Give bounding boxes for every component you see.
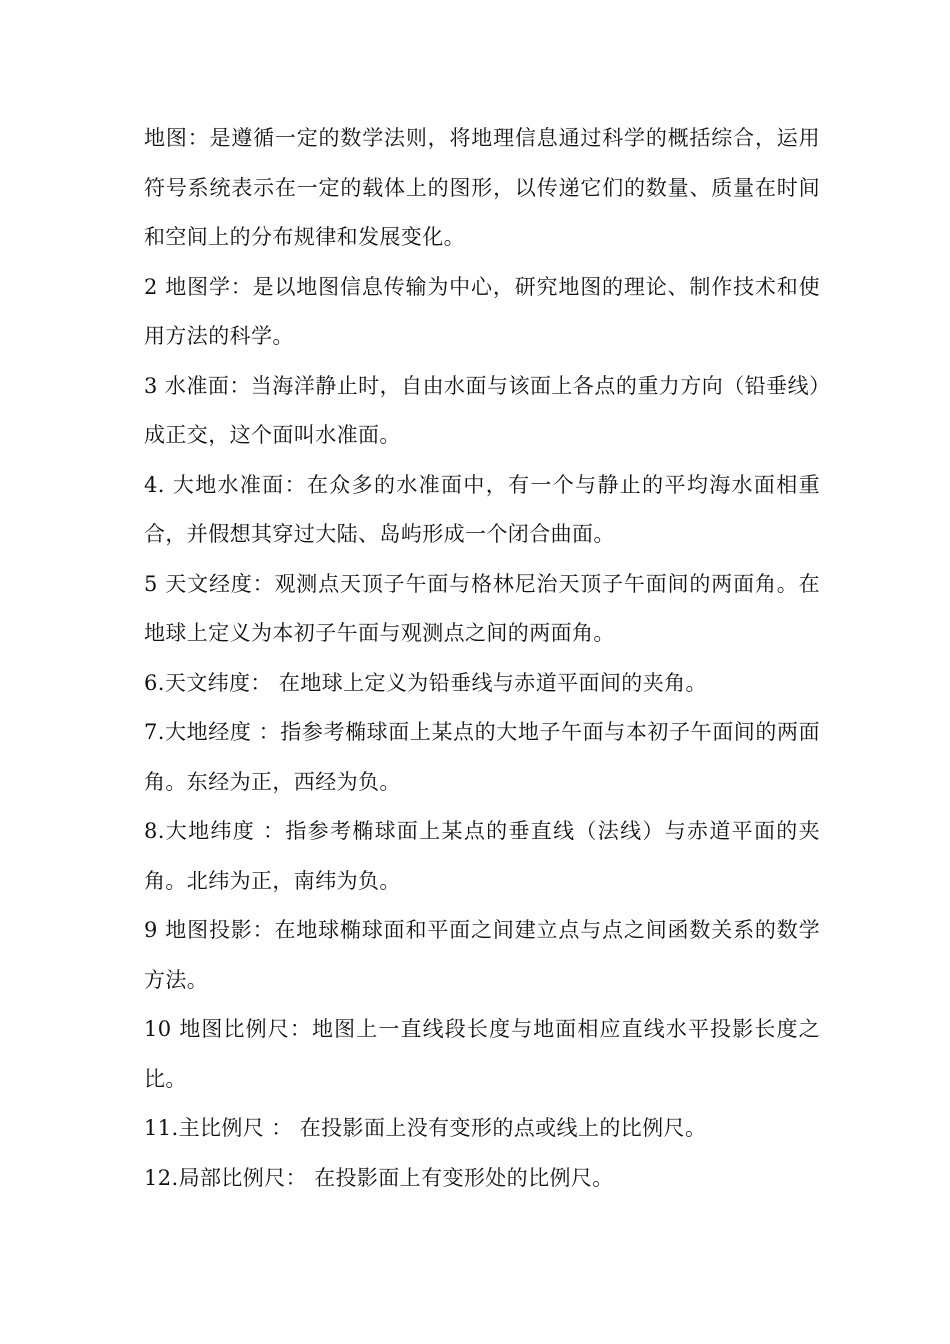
definition-map-scale: 10 地图比例尺：地图上一直线段长度与地面相应直线水平投影长度之比。 <box>144 1017 820 1091</box>
definition-map-projection: 9 地图投影：在地球椭球面和平面之间建立点与点之间函数关系的数学方法。 <box>144 918 820 992</box>
definition-geodetic-longitude: 7.大地经度 ：指参考椭球面上某点的大地子午面与本初子午面间的两面角。东经为正，西经为负。 <box>144 720 820 794</box>
definition-local-scale: 12.局部比例尺： 在投影面上有变形处的比例尺。 <box>144 1165 614 1190</box>
definition-geoid: 4. 大地水准面：在众多的水准面中，有一个与静止的平均海水面相重合，并假想其穿过大陆、岛屿形成一个闭合曲面。 <box>144 472 820 546</box>
definition-principal-scale: 11.主比例尺 ： 在投影面上没有变形的点或线上的比例尺。 <box>144 1116 707 1140</box>
definition-astronomic-latitude: 6.天文纬度： 在地球上定义为铅垂线与赤道平面间的夹角。 <box>144 670 707 695</box>
definition-cartography: 2 地图学：是以地图信息传输为中心，研究地图的理论、制作技术和使用方法的科学。 <box>144 274 820 348</box>
definition-map: 地图：是遵循一定的数学法则，将地理信息通过科学的概括综合，运用符号系统表示在一定的载体上的图形，以传递它们的数量、质量在时间和空间上的分布规律和发展变化。 <box>144 126 820 249</box>
definition-list <box>144 114 820 1203</box>
definition-level-surface: 3 水准面：当海洋静止时，自由水面与该面上各点的重力方向（铅垂线）成正交，这个面叫水准面。 <box>144 373 820 447</box>
definition-astronomic-longitude: 5 天文经度：观测点天顶子午面与格林尼治天顶子午面间的两面角。在地球上定义为本初子午面与观测点之间的两面角。 <box>144 571 820 645</box>
definition-geodetic-latitude: 8.大地纬度 ：指参考椭球面上某点的垂直线（法线）与赤道平面的夹角。北纬为正，南纬为负。 <box>144 819 820 893</box>
